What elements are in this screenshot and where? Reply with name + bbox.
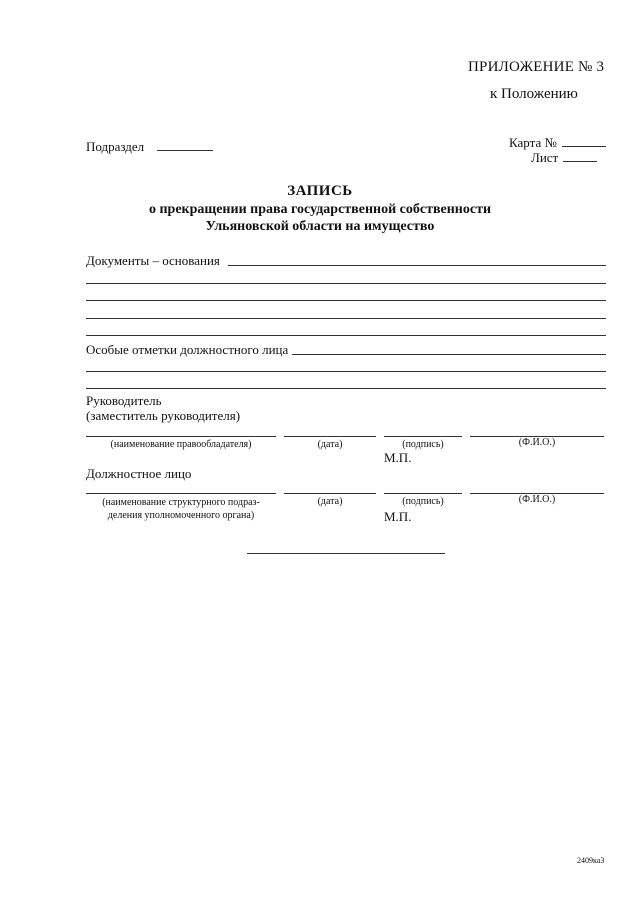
documents-basis-label: Документы – основания [86,253,220,268]
card-number-field [509,135,606,151]
head-role-deputy-label: (заместитель руководителя) [86,408,241,423]
special-notes-label: Особые отметки должностного лица [86,342,289,357]
documents-basis-line-2 [86,283,606,284]
regulation-reference: к Положению [490,86,578,102]
head-owner-caption: (наименование правообладателя) [110,439,252,450]
subsection-field [86,139,213,155]
special-notes-line-2 [86,371,606,372]
official-role-label: Должностное лицо [86,466,192,481]
documents-basis-line-1 [228,265,606,266]
special-notes-line-1 [292,354,606,355]
official-unit-caption-line-2: деления уполномоченного органа) [107,510,255,521]
head-role-label: Руководитель [86,393,162,408]
appendix-heading: ПРИЛОЖЕНИЕ № 3 [468,59,605,75]
official-stamp-place: М.П. [384,509,412,524]
sheet-number-blank [563,161,597,162]
sheet-number-label: Лист [531,150,559,165]
official-signature-caption: (подпись) [402,496,444,507]
head-signature-caption: (подпись) [402,439,444,450]
head-date-line [284,436,376,437]
record-title: ЗАПИСЬ [287,183,353,199]
special-notes-line-3 [86,388,606,389]
sheet-number-field [531,150,597,166]
record-subtitle-line-2: Ульяновской области на имущество [205,219,435,234]
head-stamp-place: М.П. [384,450,412,465]
head-date-caption: (дата) [317,439,343,450]
official-name-caption: (Ф.И.О.) [518,494,556,505]
documents-basis-line-4 [86,318,606,319]
document-code: 2409ка3 [577,856,605,865]
official-unit-line [86,493,276,494]
head-name-caption: (Ф.И.О.) [518,437,556,448]
official-unit-caption-line-1: (наименование структурного подраз- [102,497,260,508]
card-number-blank [562,146,606,147]
head-owner-line [86,436,276,437]
official-date-caption: (дата) [317,496,343,507]
documents-basis-line-3 [86,300,606,301]
subsection-blank [157,150,213,151]
closing-rule [247,553,445,554]
documents-basis-line-5 [86,335,606,336]
record-subtitle-line-1: о прекращении права государственной собственности [148,202,492,217]
card-number-label: Карта № [509,135,557,150]
subsection-label: Подраздел [86,139,145,154]
official-signature-line [384,493,462,494]
official-date-line [284,493,376,494]
head-signature-line [384,436,462,437]
